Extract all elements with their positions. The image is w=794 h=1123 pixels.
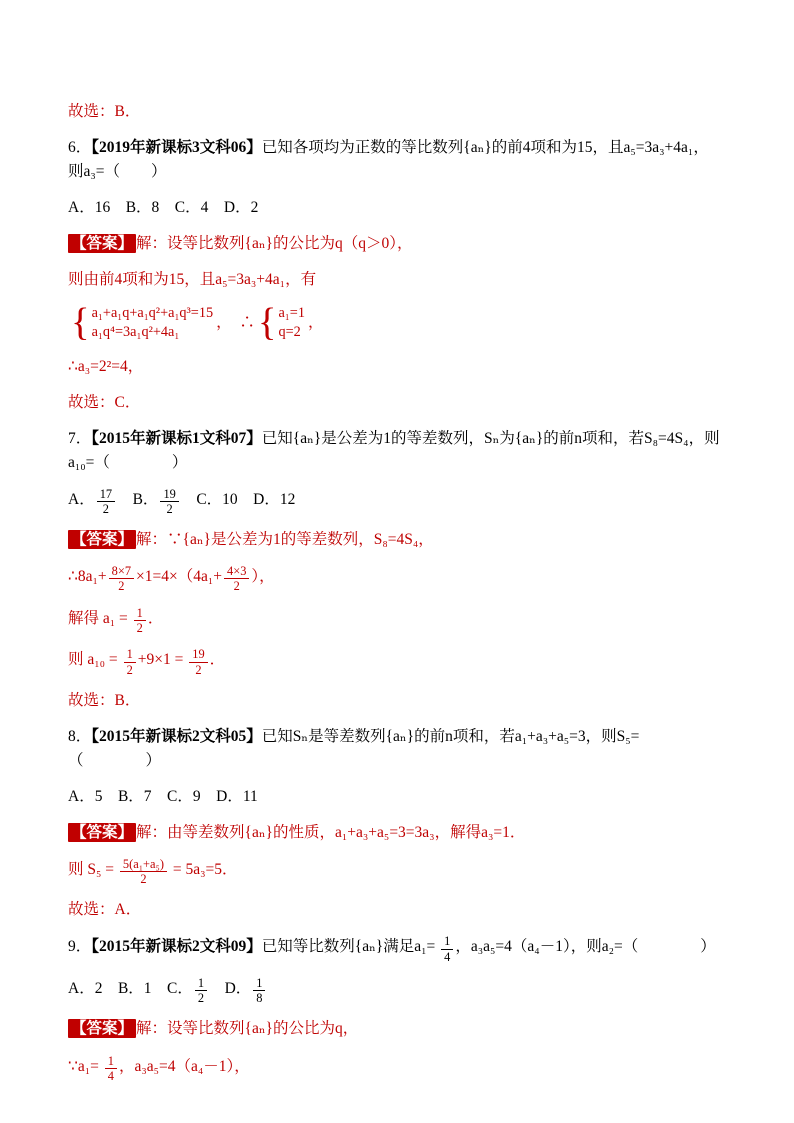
cases-rows xyxy=(92,304,214,343)
fraction-numerator: 19 xyxy=(160,487,178,502)
document-line-4 xyxy=(68,232,724,256)
cases-rows xyxy=(278,304,304,343)
text-run: ， ∴ xyxy=(216,313,255,331)
text-run: 故选：C． xyxy=(68,393,141,411)
fraction xyxy=(124,647,136,677)
text-run: ． xyxy=(209,651,226,669)
fraction xyxy=(120,857,167,887)
document-line-6 xyxy=(68,300,724,344)
text-run: 故选：B． xyxy=(68,103,141,120)
document-line-2 xyxy=(68,136,724,184)
fraction-denominator: 2 xyxy=(118,579,125,594)
fraction-denominator: 2 xyxy=(233,579,240,594)
document-line-8 xyxy=(68,391,724,415)
document-line-13 xyxy=(68,606,724,636)
fraction-numerator: 1 xyxy=(253,976,265,991)
fraction-numerator: 4×3 xyxy=(224,564,249,579)
document-line-12 xyxy=(68,564,724,594)
text-run: 则 S₅ = xyxy=(68,860,118,878)
document-line-9 xyxy=(68,427,724,475)
cases-row: a₁=1 xyxy=(278,305,305,322)
fraction xyxy=(224,564,249,594)
text-run: 解：设等比数列{aₙ}的公比为q， xyxy=(136,1020,359,1038)
document-line-17 xyxy=(68,785,724,809)
document-line-19 xyxy=(68,857,724,887)
fraction-denominator: 4 xyxy=(107,1068,114,1083)
document-line-21 xyxy=(68,934,724,964)
fraction xyxy=(134,606,146,636)
text-run: ∴a₃=2²=4， xyxy=(68,357,144,375)
document-line-10 xyxy=(68,487,724,517)
text-run: 已知Sₙ是等差数列{aₙ}的前n项和，若a₁+a₃+a₅=3，则S₅=（ ） xyxy=(68,727,640,769)
text-run: ×1=4×（4a₁+ xyxy=(136,568,223,586)
text-run: ，a₃a₅=4（a₄－1）， xyxy=(118,1057,250,1075)
fraction-denominator: 8 xyxy=(256,991,263,1006)
text-run: 9． xyxy=(68,938,92,956)
text-run: ，a₃a₅=4（a₄－1），则a₂=（ ） xyxy=(455,938,716,956)
fraction xyxy=(195,976,207,1006)
text-run: 已知等比数列{aₙ}满足a₁= xyxy=(261,938,440,956)
text-run: 8． xyxy=(68,727,92,745)
document-line-16 xyxy=(68,725,724,773)
text-run: 解：∵{aₙ}是公差为1的等差数列，S₈=4S₄， xyxy=(136,531,434,549)
document-line-23 xyxy=(68,1017,724,1041)
brace-icon: { xyxy=(257,300,277,344)
cases-row: a₁+a₁q+a₁q²+a₁q³=15 xyxy=(91,305,214,322)
cases-row: a₁q⁴=3a₁q²+4a₁ xyxy=(91,324,180,341)
text-run: 已知各项均为正数的等比数列{aₙ}的前4项和为15，且a₅=3a₃+4a₁，则a₃=（ ） xyxy=(68,139,709,181)
text-run: +9×1 = xyxy=(137,651,188,669)
document-line-22 xyxy=(68,976,724,1006)
text-run: C．10 D．12 xyxy=(180,490,296,508)
text-run: 解：由等差数列{aₙ}的性质，a₁+a₃+a₅=3=3a₃，解得a₃=1． xyxy=(136,823,526,841)
answer-label: 【答案】 xyxy=(68,823,136,842)
text-run: 解得 a₁ = xyxy=(68,609,132,627)
cases-row: q=2 xyxy=(278,324,301,341)
text-run: 故选：B． xyxy=(68,691,141,709)
document-line-1 xyxy=(68,100,724,124)
text-run: 【2015年新课标2文科05】 xyxy=(91,727,262,745)
fraction-numerator: 1 xyxy=(124,647,136,662)
fraction-denominator: 2 xyxy=(126,662,133,677)
fraction xyxy=(189,647,207,677)
brace-icon: { xyxy=(71,300,90,344)
fraction-denominator: 2 xyxy=(195,662,202,677)
fraction-numerator: 1 xyxy=(105,1054,117,1069)
text-run: ∵a₁= xyxy=(68,1057,103,1075)
fraction xyxy=(160,487,178,517)
text-run: ）， xyxy=(251,568,275,586)
text-run: 则 a₁₀ = xyxy=(68,651,122,669)
text-run: = 5a₃=5． xyxy=(168,860,238,878)
text-run: B． xyxy=(117,490,159,508)
document-line-24 xyxy=(68,1054,724,1084)
text-run: ． xyxy=(147,609,164,627)
answer-label: 【答案】 xyxy=(68,1019,136,1038)
answer-label: 【答案】 xyxy=(68,234,136,253)
text-run: 【2019年新课标3文科06】 xyxy=(91,139,262,157)
text-run: 故选：A． xyxy=(68,901,142,919)
text-run: A．5 B．7 C．9 D．11 xyxy=(68,787,258,805)
text-run: 则由前4项和为15，且a₅=3a₃+4a₁，有 xyxy=(68,271,317,289)
fraction-denominator: 2 xyxy=(102,501,109,516)
text-run: 已知{aₙ}是公差为1的等差数列，Sₙ为{aₙ}的前n项和，若S₈=4S₄，则a₁₀=（ ） xyxy=(68,429,720,471)
text-run: ， xyxy=(307,313,324,331)
fraction-numerator: 1 xyxy=(134,606,146,621)
fraction-denominator: 2 xyxy=(136,621,143,635)
document-line-11 xyxy=(68,528,724,552)
fraction xyxy=(253,976,265,1006)
document-line-20 xyxy=(68,898,724,922)
fraction-denominator: 2 xyxy=(197,991,205,1006)
fraction-denominator: 2 xyxy=(140,872,147,887)
text-run: ∴8a₁+ xyxy=(68,568,107,586)
fraction-numerator: 1 xyxy=(195,976,207,991)
fraction xyxy=(97,487,115,517)
document-line-14 xyxy=(68,647,724,677)
answer-label: 【答案】 xyxy=(68,530,136,549)
document-line-5 xyxy=(68,268,724,292)
text-run: A．2 B．1 C． xyxy=(68,979,193,997)
text-run: 6． xyxy=(68,139,92,157)
text-run: 解：设等比数列{aₙ}的公比为q（q＞0）， xyxy=(136,235,413,253)
fraction-numerator: 17 xyxy=(97,487,115,502)
document-line-18 xyxy=(68,821,724,845)
text-run: D． xyxy=(209,979,252,997)
fraction xyxy=(441,934,453,964)
cases-system xyxy=(71,300,214,344)
document-content xyxy=(68,100,724,1083)
fraction xyxy=(109,564,134,594)
document-line-15 xyxy=(68,689,724,713)
text-run: 7． xyxy=(68,429,92,447)
cases-system xyxy=(257,300,305,344)
text-run: A． xyxy=(68,490,95,508)
fraction-numerator: 1 xyxy=(441,934,453,949)
fraction xyxy=(105,1054,117,1084)
document-line-7 xyxy=(68,355,724,379)
fraction-numerator: 19 xyxy=(189,647,207,662)
fraction-denominator: 2 xyxy=(166,501,173,516)
fraction-numerator: 8×7 xyxy=(109,564,134,579)
text-run: A．16 B．8 C．4 D．2 xyxy=(68,199,259,217)
text-run: 【2015年新课标2文科09】 xyxy=(91,938,262,956)
document-line-3 xyxy=(68,196,724,220)
text-run: 【2015年新课标1文科07】 xyxy=(91,429,262,447)
fraction-numerator: 5(a₁+a₅) xyxy=(120,857,167,872)
fraction-denominator: 4 xyxy=(444,949,451,964)
